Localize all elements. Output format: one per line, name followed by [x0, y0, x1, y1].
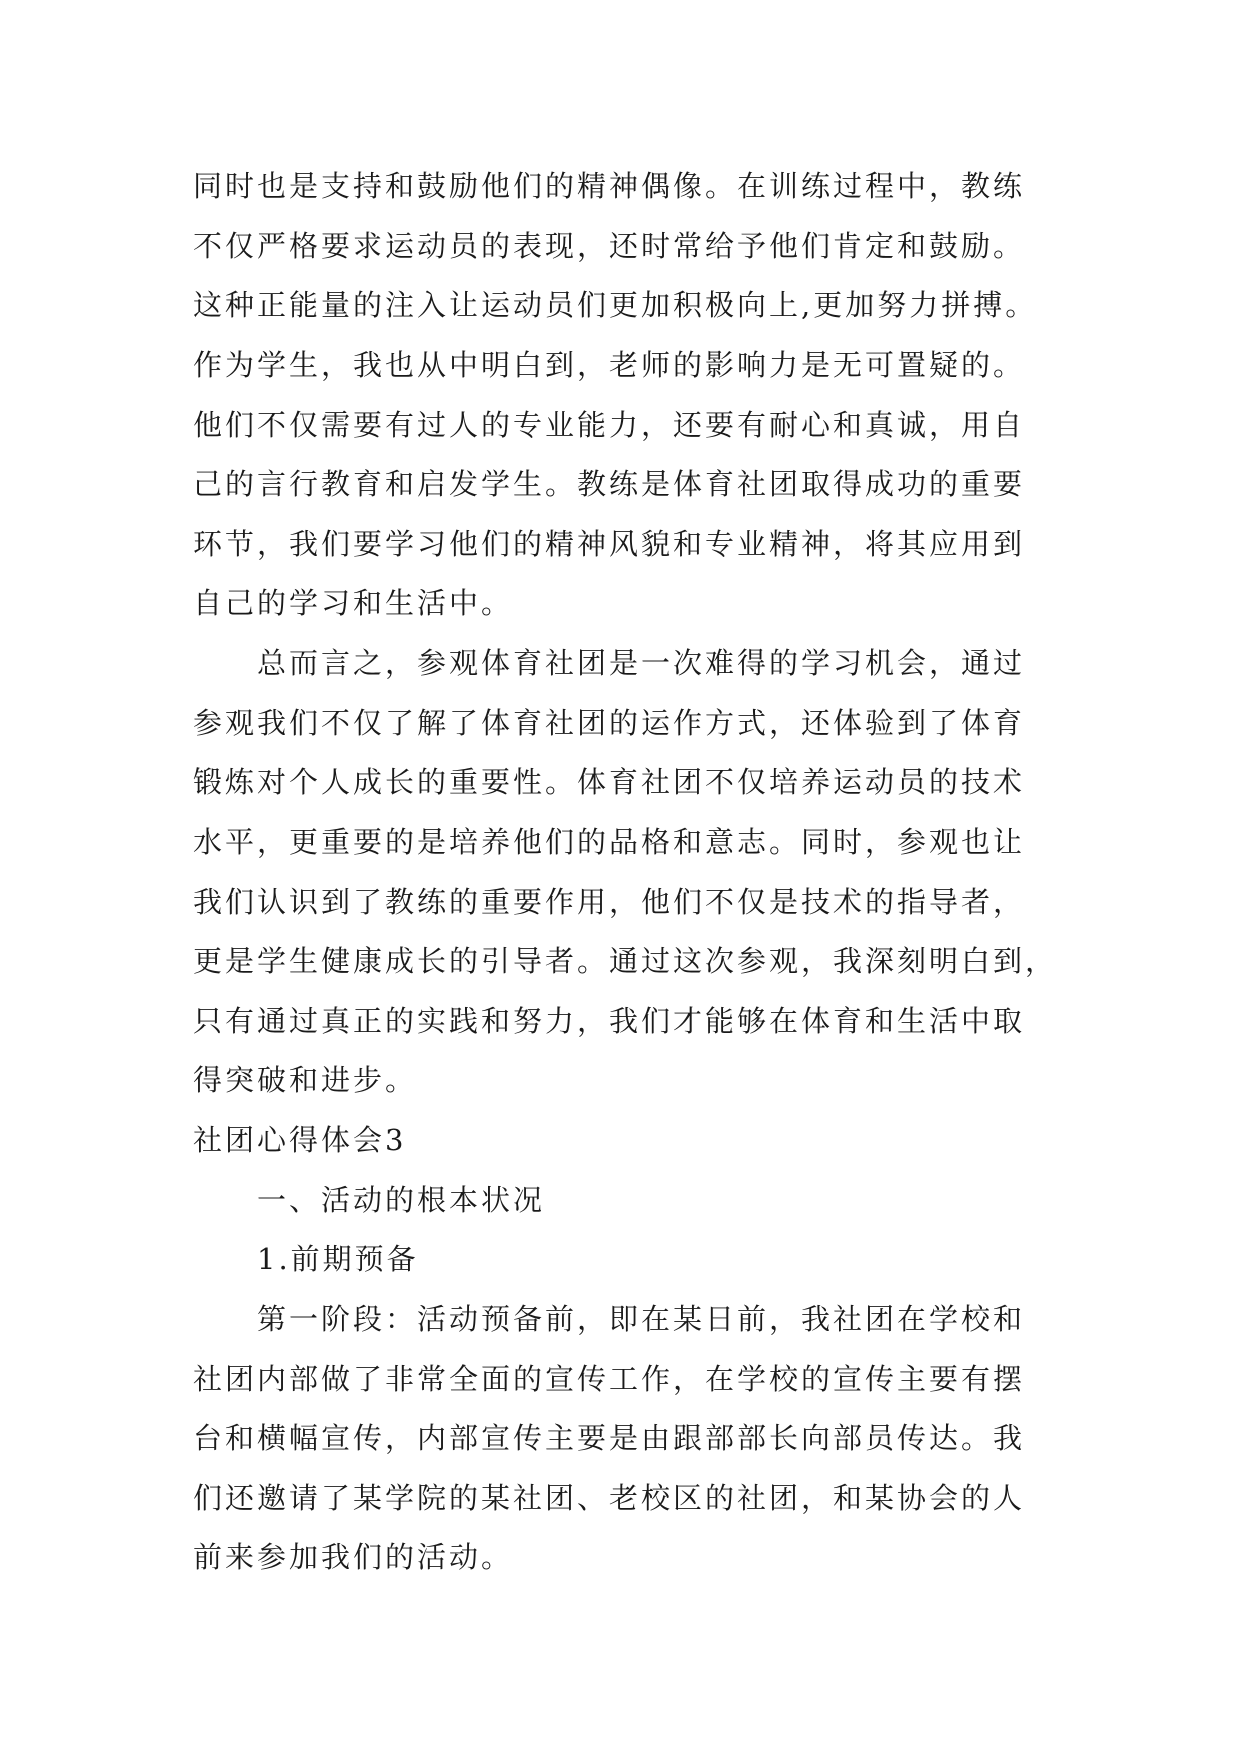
text-line: 水平，更重要的是培养他们的品格和意志。同时，参观也让	[193, 825, 1026, 859]
text-line: 自己的学习和生活中。	[193, 586, 514, 620]
text-line: 我们认识到了教练的重要作用，他们不仅是技术的指导者，	[193, 885, 1026, 919]
text-line: 作为学生，我也从中明白到，老师的影响力是无可置疑的。	[193, 348, 1026, 382]
text-line: 前来参加我们的活动。	[193, 1540, 514, 1574]
paragraph-start-line: 总而言之，参观体育社团是一次难得的学习机会，通过	[257, 646, 1026, 680]
text-line: 只有通过真正的实践和努力，我们才能够在体育和生活中取	[193, 1004, 1026, 1038]
text-line: 得突破和进步。	[193, 1063, 418, 1097]
paragraph-start-line: 第一阶段：活动预备前，即在某日前，我社团在学校和	[257, 1302, 1026, 1336]
text-line: 环节，我们要学习他们的精神风貌和专业精神，将其应用到	[193, 527, 1026, 561]
text-line: 社团内部做了非常全面的宣传工作，在学校的宣传主要有摆	[193, 1362, 1026, 1396]
text-line: 锻炼对个人成长的重要性。体育社团不仅培养运动员的技术	[193, 765, 1026, 799]
text-line: 他们不仅需要有过人的专业能力，还要有耐心和真诚，用自	[193, 408, 1026, 442]
text-line: 参观我们不仅了解了体育社团的运作方式，还体验到了体育	[193, 706, 1026, 740]
text-line: 更是学生健康成长的引导者。通过这次参观，我深刻明白到，	[193, 944, 1058, 978]
text-line: 台和横幅宣传，内部宣传主要是由跟部部长向部员传达。我	[193, 1421, 1026, 1455]
text-line: 们还邀请了某学院的某社团、老校区的社团，和某协会的人	[193, 1481, 1026, 1515]
text-line: 同时也是支持和鼓励他们的精神偶像。在训练过程中，教练	[193, 169, 1026, 203]
section-title: 社团心得体会3	[193, 1123, 407, 1157]
subsection-heading: 1.前期预备	[257, 1242, 419, 1276]
section-heading: 一、活动的根本状况	[257, 1183, 546, 1217]
text-line: 不仅严格要求运动员的表现，还时常给予他们肯定和鼓励。	[193, 229, 1026, 263]
text-line: 己的言行教育和启发学生。教练是体育社团取得成功的重要	[193, 467, 1026, 501]
text-line: 这种正能量的注入让运动员们更加积极向上,更加努力拼搏。	[193, 288, 1038, 322]
